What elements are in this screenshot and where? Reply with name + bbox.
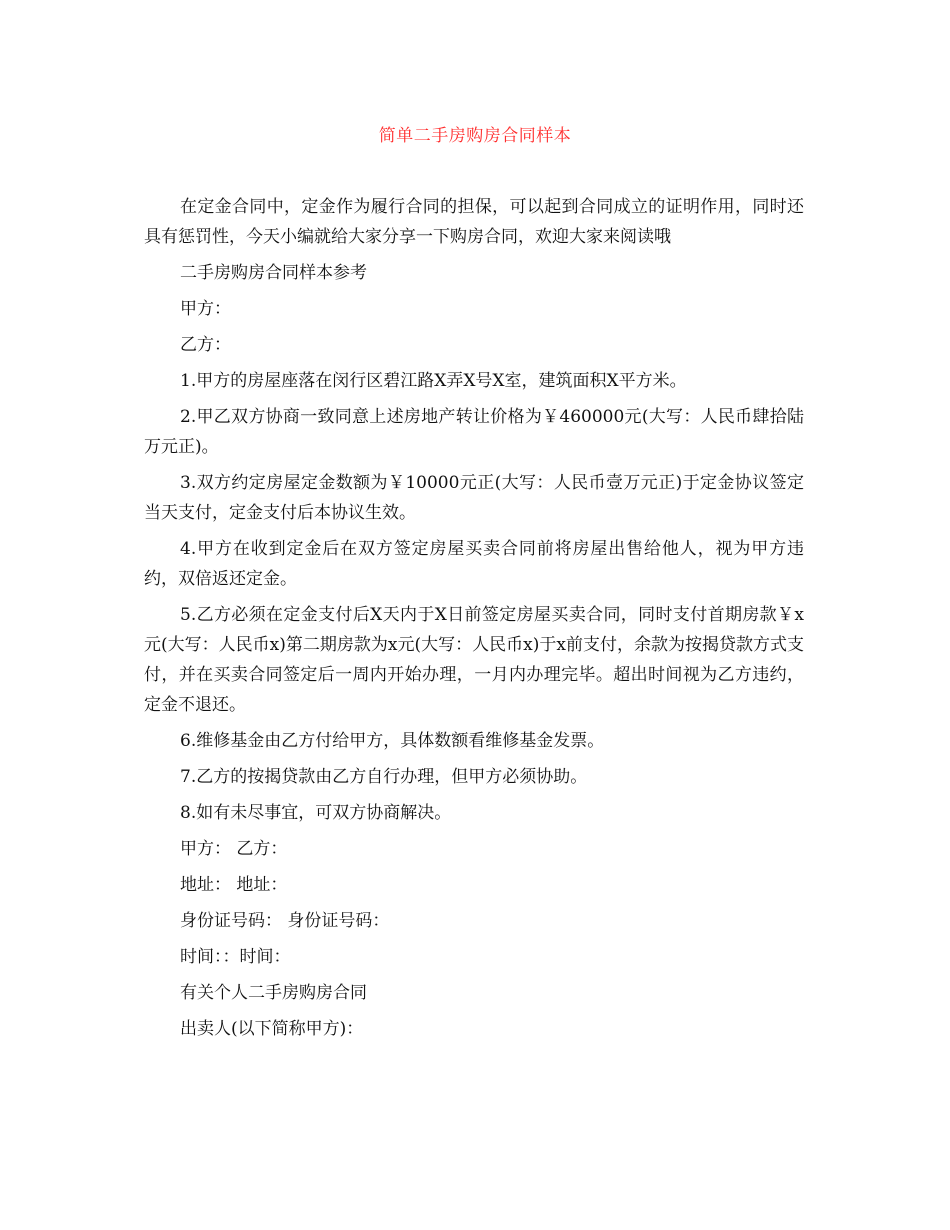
clause-2: 2.甲乙双方协商一致同意上述房地产转让价格为￥460000元(大写：人民币肆拾陆万元正)。 [144, 407, 804, 457]
paragraph-intro: 在定金合同中，定金作为履行合同的担保，可以起到合同成立的证明作用，同时还具有惩罚性，今天小编就给大家分享一下购房合同，欢迎大家来阅读哦 [144, 197, 804, 247]
signature-id-number: 身份证号码： 身份证号码： [180, 911, 390, 931]
signature-parties: 甲方： 乙方： [180, 839, 288, 859]
paragraph-party-b: 乙方： [180, 335, 231, 355]
paragraph-party-a: 甲方： [180, 299, 231, 319]
document-title: 简单二手房购房合同样本 [378, 126, 572, 146]
signature-address: 地址： 地址： [180, 875, 288, 895]
clause-5: 5.乙方必须在定金支付后X天内于X日前签定房屋买卖合同，同时支付首期房款￥x元(大写：人民币x)第二期房款为x元(大写：人民币x)于x前支付，余款为按揭贷款方式支付，并在买卖合同签定后一周内开始办理，一月内办理完毕。超出时间视为乙方违约，定金不退还。 [144, 605, 804, 715]
paragraph-section-heading: 有关个人二手房购房合同 [180, 983, 367, 1003]
paragraph-subtitle: 二手房购房合同样本参考 [180, 263, 367, 283]
clause-6: 6.维修基金由乙方付给甲方，具体数额看维修基金发票。 [180, 731, 605, 751]
signature-time: 时间：：时间： [180, 947, 291, 967]
clause-1: 1.甲方的房屋座落在闵行区碧江路X弄X号X室，建筑面积X平方米。 [180, 371, 687, 391]
clause-3: 3.双方约定房屋定金数额为￥10000元正(大写：人民币壹万元正)于定金协议签定当天支付，定金支付后本协议生效。 [144, 473, 804, 523]
clause-7: 7.乙方的按揭贷款由乙方自行办理，但甲方必须协助。 [180, 767, 588, 787]
document-body [144, 192, 804, 1050]
paragraph-seller: 出卖人(以下简称甲方)： [180, 1019, 364, 1039]
clause-4: 4.甲方在收到定金后在双方签定房屋买卖合同前将房屋出售给他人，视为甲方违约，双倍返还定金。 [144, 539, 804, 589]
clause-8: 8.如有未尽事宜，可双方协商解决。 [180, 803, 452, 823]
